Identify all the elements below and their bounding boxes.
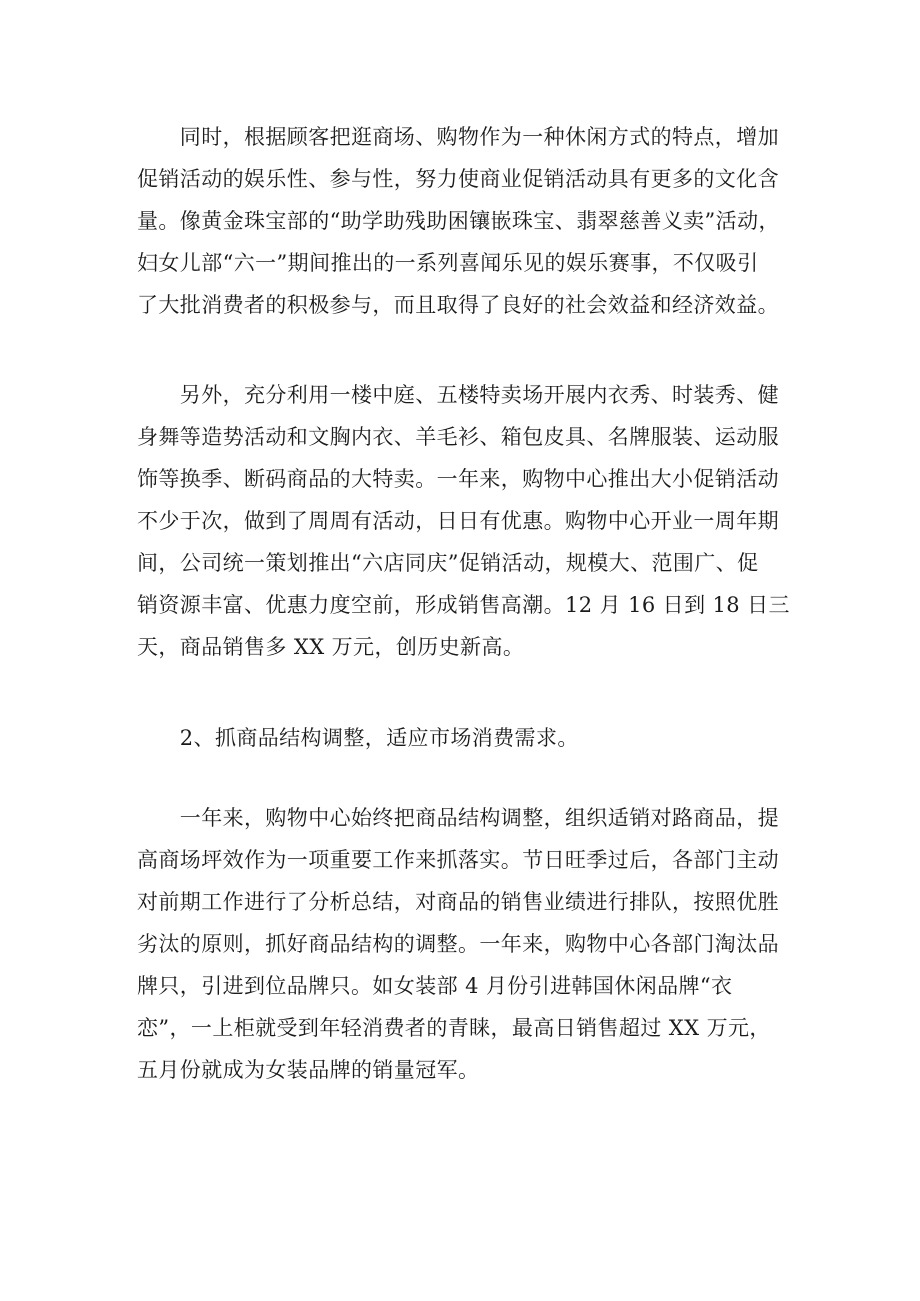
text-line: 劣汰的原则，抓好商品结构的调整。一年来，购物中心各部门淘汰品: [137, 932, 779, 956]
paragraph-product-structure: [137, 797, 787, 1091]
paragraph-promotion-entertainment: [137, 116, 787, 326]
text-line: 促销活动的娱乐性、参与性，努力使商业促销活动具有更多的文化含: [137, 167, 779, 191]
text-line: 了大批消费者的积极参与，而且取得了良好的社会效益和经济效益。: [137, 293, 779, 317]
text-line: 妇女儿部“六一”期间推出的一系列喜闻乐见的娱乐赛事，不仅吸引: [137, 251, 759, 275]
text-line: 饰等换季、断码商品的大特卖。一年来，购物中心推出大小促销活动: [137, 467, 779, 491]
text-line: 量。像黄金珠宝部的“助学助残助困镶嵌珠宝、翡翠慈善义卖”活动，: [137, 209, 780, 233]
paragraph-special-sales: [137, 374, 790, 668]
text-line: 一年来，购物中心始终把商品结构调整，组织适销对路商品，提: [137, 806, 779, 830]
section-heading: [137, 717, 787, 759]
text-line: 另外，充分利用一楼中庭、五楼特卖场开展内衣秀、时装秀、健: [137, 383, 779, 407]
text-line: 五月份就成为女装品牌的销量冠军。: [137, 1058, 480, 1082]
section-heading-text: 2、抓商品结构调整，适应市场消费需求。: [137, 726, 579, 750]
text-line: 牌只，引进到位品牌只。如女装部 4 月份引进韩国休闲品牌“衣: [137, 974, 733, 998]
text-line: 不少于次，做到了周周有活动，日日有优惠。购物中心开业一周年期: [137, 509, 779, 533]
text-line: 身舞等造势活动和文胸内衣、羊毛衫、箱包皮具、名牌服装、运动服: [137, 425, 779, 449]
text-line: 销资源丰富、优惠力度空前，形成销售高潮。12 月 16 日到 18 日三: [137, 593, 790, 617]
text-line: 恋”，一上柜就受到年轻消费者的青睐，最高日销售超过 XX 万元，: [137, 1016, 771, 1040]
text-line: 天，商品销售多 XX 万元，创历史新高。: [137, 635, 525, 659]
text-line: 高商场坪效作为一项重要工作来抓落实。节日旺季过后，各部门主动: [137, 848, 779, 872]
text-line: 对前期工作进行了分析总结，对商品的销售业绩进行排队，按照优胜: [137, 890, 779, 914]
text-line: 同时，根据顾客把逛商场、购物作为一种休闲方式的特点，增加: [137, 125, 779, 149]
text-line: 间，公司统一策划推出“六店同庆”促销活动，规模大、范围广、促: [137, 551, 759, 575]
